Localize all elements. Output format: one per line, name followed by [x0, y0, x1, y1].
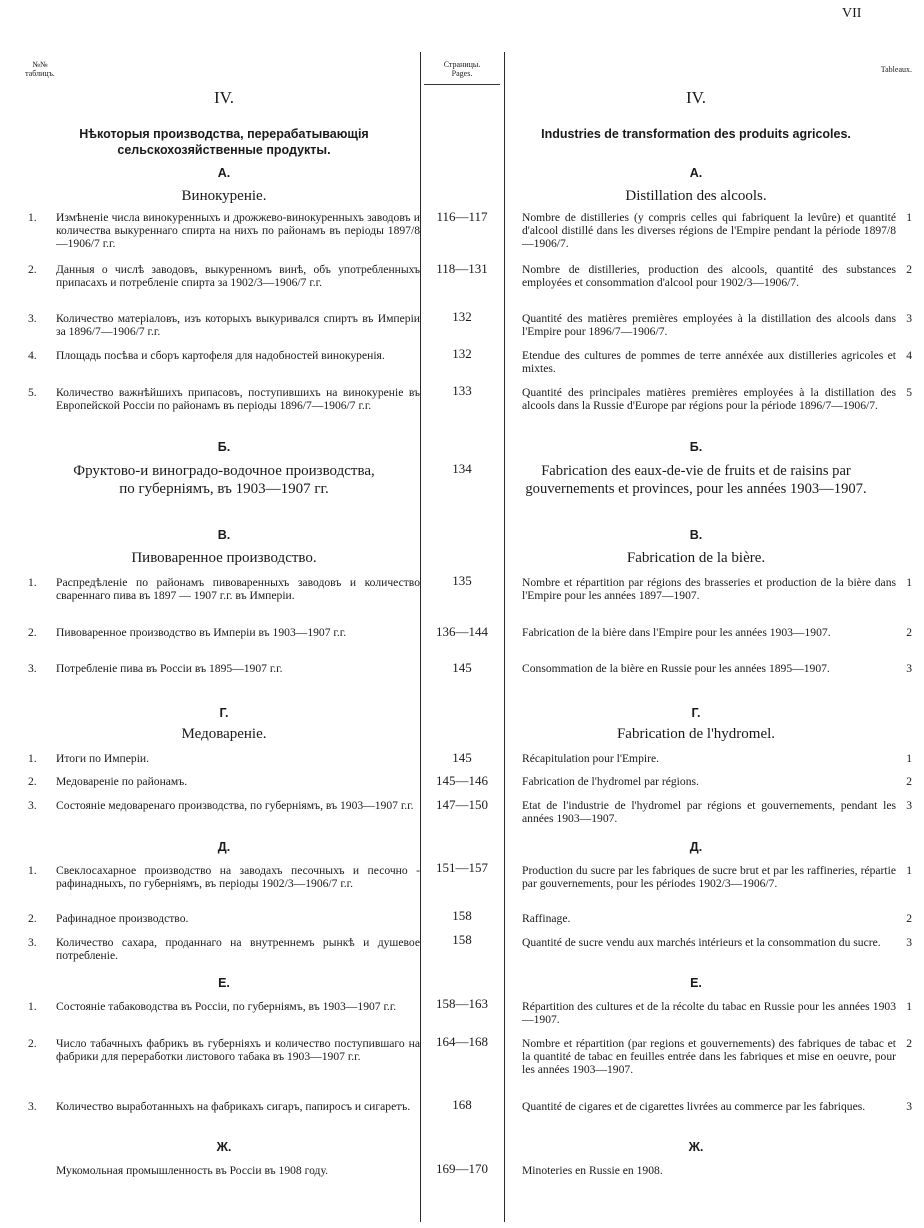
group-a-letter-fr: A.: [689, 166, 703, 180]
table-row-ru: 2. Рафинадное производство.: [28, 912, 189, 925]
table-row-ru: 1. Итоги по Имперіи.: [28, 752, 150, 765]
row-pages: 147—150: [436, 797, 488, 812]
table-row-fr: Minoteries en Russie en 1908.: [522, 1164, 663, 1177]
group-b-letter-fr: Б.: [689, 440, 703, 454]
table-row-fr: Etat de l'industrie de l'hydromel par régions et gouvernements, pendant les années 1903—1907. 3: [522, 799, 912, 826]
group-d-letter-fr: Д.: [689, 840, 703, 854]
table-row-ru: 1. Состояніе табаководства въ Россіи, по губерніямъ, въ 1903—1907 г.г.: [28, 1000, 397, 1013]
table-row-ru: 2. Данныя о числѣ заводовъ, выкуренномъ винѣ, объ употребленныхъ припасахъ и потребленіе спирта за 1902/3—1906/7 г.г.: [28, 263, 420, 290]
table-row-ru: Мукомольная промышленность въ Россіи въ 1908 году.: [56, 1164, 328, 1177]
table-row-fr: Quantité des matières premières employées à la distillation des alcools dans l'Empire pour 1896/7—1906/7. 3: [522, 312, 912, 339]
table-row-fr: Quantité des principales matières premières employées à la distillation des alcools dans la Russie d'Europe par régions pour la période 1896/7—1906/7. 5: [522, 386, 912, 413]
row-pages: 158: [452, 932, 472, 947]
table-row-ru: 2. Число табачныхъ фабрикъ въ губерніяхъ и количество поступившаго на фабрики для переработки листового табака въ 1903—1907 г.г.: [28, 1037, 420, 1064]
row-pages: 145: [452, 750, 472, 765]
section-roman-ru: IV.: [214, 88, 234, 107]
row-pages: 116—117: [436, 209, 488, 224]
table-row-ru: 1. Свеклосахарное производство на заводахъ песочныхъ и песочно - рафинадныхъ, по губерніямъ, въ періоды 1902/3—1906/7 г.г.: [28, 864, 420, 891]
row-pages: 134: [452, 461, 472, 476]
group-a-title-fr: Distillation des alcools.: [625, 188, 767, 204]
table-row-fr: Etendue des cultures de pommes de terre annéxée aux distilleries agricoles et mixtes. 4: [522, 349, 912, 376]
table-row-ru: 3. Количество выработанныхъ на фабрикахъ сигаръ, папиросъ и сигаретъ.: [28, 1100, 411, 1113]
section-title-ru: Нѣкоторыя производства, перерабатывающія сельскохозяйственные продукты.: [79, 127, 369, 157]
group-v-title-fr: Fabrication de la bière.: [626, 550, 766, 566]
group-zh-letter-fr: Ж.: [688, 1140, 704, 1154]
group-a-letter-ru: А.: [217, 166, 231, 180]
row-pages: 133: [452, 383, 472, 398]
group-v-letter-ru: В.: [217, 528, 231, 542]
group-g-title-ru: Медовареніе.: [181, 726, 267, 742]
table-row-ru: 3. Потребленіе пива въ Россіи въ 1895—1907 г.г.: [28, 662, 283, 675]
group-b-title-ru: Фруктово-и виноградо-водочное производства, по губерніямъ, въ 1903—1907 гг.: [73, 463, 375, 497]
row-pages: 168: [452, 1097, 472, 1112]
row-pages: 151—157: [436, 860, 488, 875]
group-e-letter-fr: Е.: [690, 976, 702, 990]
row-pages: 158: [452, 908, 472, 923]
table-row-fr: Raffinage. 2: [522, 912, 912, 925]
group-b-letter-ru: Б.: [217, 440, 231, 454]
row-pages: 136—144: [436, 624, 488, 639]
row-pages: 158—163: [436, 996, 488, 1011]
table-row-ru: 4. Площадь посѣва и сборъ картофеля для надобностей винокуренія.: [28, 349, 385, 362]
tables-number-label: №№ таблицъ.: [25, 60, 55, 78]
table-row-fr: Production du sucre par les fabriques de sucre brut et par les raffineries, répartie par gouvernements, pour les périodes 1902/3—1906/7. 1: [522, 864, 912, 891]
section-title-fr: Industries de transformation des produits agricoles.: [541, 127, 851, 141]
row-pages: 135: [452, 573, 472, 588]
group-zh-letter-ru: Ж.: [216, 1140, 232, 1154]
group-v-letter-fr: В.: [689, 528, 703, 542]
table-row-fr: Quantité de sucre vendu aux marchés intérieurs et la consommation du sucre. 3: [522, 936, 912, 949]
row-pages: 145—146: [436, 773, 488, 788]
table-row-ru: 5. Количество важнѣйшихъ припасовъ, поступившихъ на винокуреніе въ Европейской Россіи по районамъ въ періоды 1896/7—1906/7 г.г.: [28, 386, 420, 413]
row-pages: 169—170: [436, 1161, 488, 1176]
pages-header-divider: [424, 84, 500, 85]
page-number: VII: [842, 6, 862, 21]
group-d-letter-ru: Д.: [217, 840, 231, 854]
section-roman-fr: IV.: [686, 88, 706, 107]
table-row-fr: Nombre de distilleries (y compris celles qui fabriquent la levûre) et quantité d'alcool distillé dans les diverses régions de l'Empire pendant la période 1897/8—1906/7. 1: [522, 211, 912, 251]
table-row-ru: 2. Медовареніе по районамъ.: [28, 775, 188, 788]
row-pages: 164—168: [436, 1034, 488, 1049]
table-row-ru: 1. Измѣненіе числа винокуренныхъ и дрожжево-винокуренныхъ заводовъ и количества выкуреннаго спирта на нихъ по районамъ въ періоды 1897/8—1906/7 г.г.: [28, 211, 420, 251]
table-row-fr: Nombre et répartition par régions des brasseries et production de la bière dans l'Empire pour les années 1897—1907. 1: [522, 576, 912, 603]
row-pages: 145: [452, 660, 472, 675]
table-row-fr: Nombre et répartition (par regions et gouvernements) des fabriques de tabac et la quantité de tabac en feuilles entrée dans les fabriques et mise en oeuvre, pour les années 1903—1907. 2: [522, 1037, 912, 1077]
table-row-fr: Fabrication de la bière dans l'Empire pour les années 1903—1907. 2: [522, 626, 912, 639]
table-row-fr: Nombre de distilleries, production des alcools, quantité des substances employées et consommation d'alcool pour 1902/3—1906/7. 2: [522, 263, 912, 290]
table-row-ru: 2. Пивоваренное производство въ Имперіи въ 1903—1907 г.г.: [28, 626, 347, 639]
table-row-ru: 3. Состояніе медоваренаго производства, по губерніямъ, въ 1903—1907 г.г.: [28, 799, 414, 812]
table-row-ru: 1. Распредѣленіе по районамъ пивоваренныхъ заводовъ и количество свареннаго пива въ 1897 — 1907 г.г. въ Имперіи.: [28, 576, 420, 603]
table-row-fr: Récapitulation pour l'Empire. 1: [522, 752, 912, 765]
table-row-fr: Quantité de cigares et de cigarettes livrées au commerce par les fabriques. 3: [522, 1100, 912, 1113]
group-e-letter-ru: Е.: [218, 976, 230, 990]
group-g-letter-fr: Г.: [691, 706, 701, 720]
tableaux-label: Tableaux.: [880, 65, 912, 74]
row-pages: 132: [452, 346, 472, 361]
table-row-fr: Consommation de la bière en Russie pour les années 1895—1907. 3: [522, 662, 912, 675]
table-row-ru: 3. Количество матеріаловъ, изъ которыхъ выкуривался спиртъ въ Имперіи за 1896/7—1906/7 г.г.: [28, 312, 420, 339]
group-g-title-fr: Fabrication de l'hydromel.: [616, 726, 776, 742]
group-g-letter-ru: Г.: [219, 706, 229, 720]
row-pages: 132: [452, 309, 472, 324]
group-v-title-ru: Пивоваренное производство.: [131, 550, 317, 566]
table-row-fr: Fabrication de l'hydromel par régions. 2: [522, 775, 912, 788]
group-b-title-fr: Fabrication des eaux-de-vie de fruits et de raisins par gouvernements et provinces, pour les années 1903—1907.: [525, 463, 867, 497]
row-pages: 118—131: [436, 261, 488, 276]
pages-label: Страницы. Pages.: [443, 60, 481, 78]
table-row-fr: Répartition des cultures et de la récolte du tabac en Russie pour les années 1903—1907. 1: [522, 1000, 912, 1027]
group-a-title-ru: Винокуреніе.: [181, 188, 267, 204]
table-row-ru: 3. Количество сахара, проданнаго на внутреннемъ рынкѣ и душевое потребленіе.: [28, 936, 420, 963]
